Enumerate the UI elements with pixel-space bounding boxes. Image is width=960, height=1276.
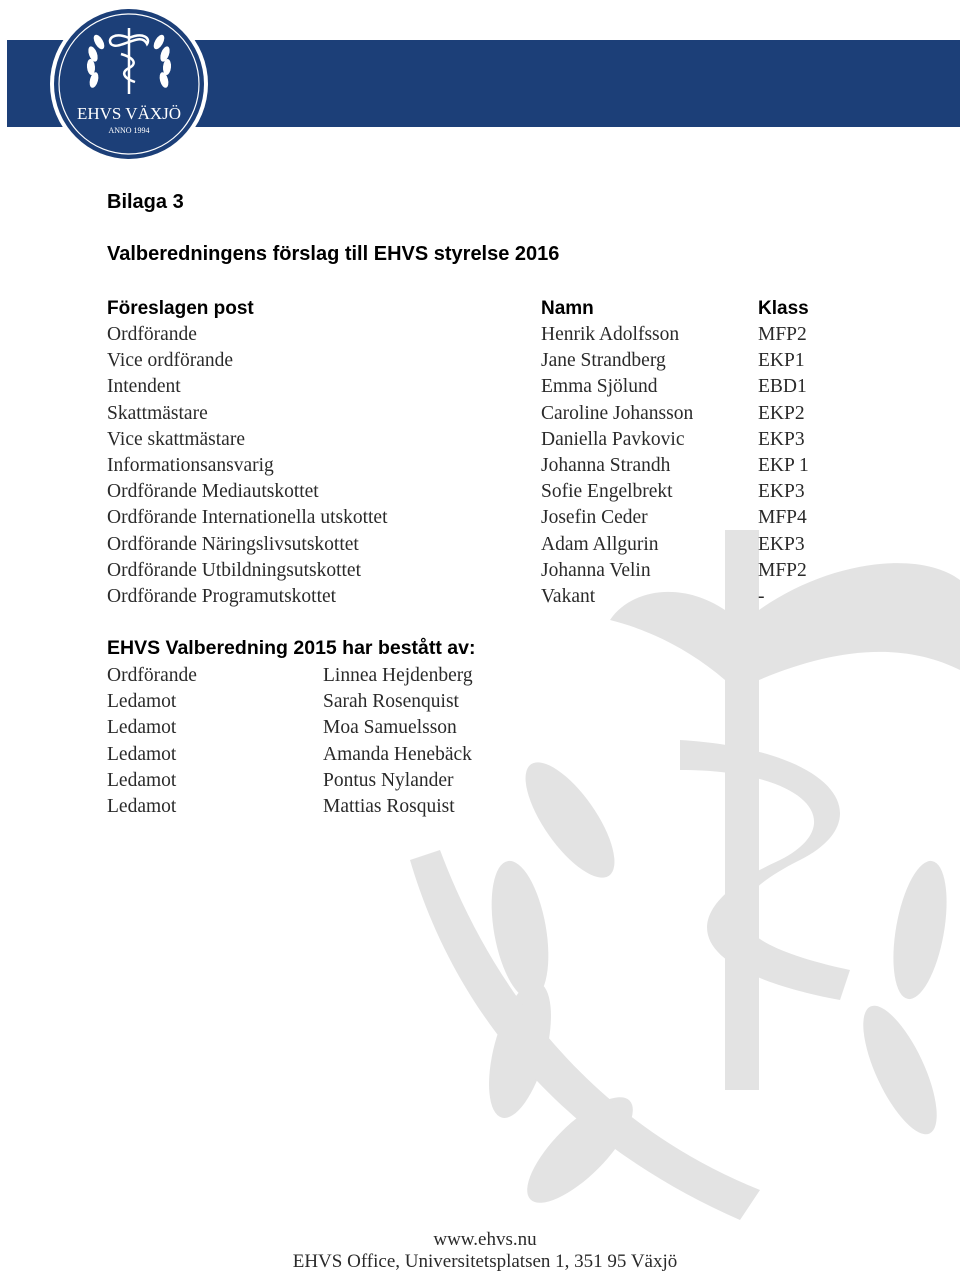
- row-post: Ordförande: [107, 324, 197, 345]
- row-name: Jane Strandberg: [541, 350, 666, 372]
- header-class: Klass: [758, 298, 809, 319]
- member-name: Mattias Rosquist: [323, 796, 455, 817]
- list-item: [107, 794, 607, 820]
- row-post: Ordförande Internationella utskottet: [107, 507, 388, 529]
- row-post: Vice skattmästare: [107, 428, 245, 450]
- row-post: Ordförande Mediautskottet: [107, 481, 319, 503]
- member-name: Linnea Hejdenberg: [323, 665, 473, 686]
- row-class: EKP3: [758, 428, 805, 450]
- member-role: Ordförande: [107, 665, 197, 686]
- member-role: Ledamot: [107, 691, 177, 713]
- row-name: Josefin Ceder: [541, 507, 648, 529]
- row-post: Informationsansvarig: [107, 455, 274, 476]
- row-class: MFP2: [758, 559, 807, 581]
- table-row: [107, 558, 927, 584]
- list-item: [107, 768, 607, 794]
- table-row: [107, 348, 927, 374]
- table-row: [107, 453, 927, 479]
- attachment-label: Bilaga 3: [107, 191, 184, 213]
- svg-text:EHVS VÄXJÖ: EHVS VÄXJÖ: [76, 104, 182, 123]
- member-role: Ledamot: [107, 769, 177, 791]
- row-class: MFP2: [758, 324, 807, 345]
- row-name: Vakant: [541, 586, 596, 607]
- header-post: Föreslagen post: [107, 298, 254, 319]
- row-name: Caroline Johansson: [541, 402, 694, 424]
- row-class: EKP 1: [758, 455, 809, 476]
- row-class: MFP4: [758, 507, 807, 529]
- member-role: Ledamot: [107, 743, 177, 765]
- table-row: [107, 505, 927, 531]
- row-post: Vice ordförande: [107, 350, 234, 372]
- table-row: [107, 584, 927, 610]
- row-class: EKP2: [758, 402, 805, 424]
- table-row: [107, 401, 927, 427]
- row-name: Adam Allgurin: [541, 533, 659, 555]
- member-role: Ledamot: [107, 717, 177, 739]
- committee-title: EHVS Valberedning 2015 har bestått av:: [107, 637, 476, 659]
- row-class: EBD1: [758, 376, 807, 398]
- row-name: Henrik Adolfsson: [541, 324, 680, 345]
- row-name: Johanna Velin: [541, 559, 651, 581]
- member-name: Moa Samuelsson: [323, 717, 457, 739]
- row-class: EKP1: [758, 350, 805, 372]
- member-role: Ledamot: [107, 796, 177, 817]
- footer-address: EHVS Office, Universitetsplatsen 1, 351 95 Växjö: [292, 1251, 678, 1272]
- member-name: Sarah Rosenquist: [323, 691, 459, 713]
- list-item: [107, 742, 607, 768]
- table-row: [107, 322, 927, 348]
- table-row: [107, 479, 927, 505]
- list-item: [107, 689, 607, 715]
- table-row: [107, 374, 927, 400]
- row-post: Ordförande Utbildningsutskottet: [107, 559, 362, 581]
- list-item: [107, 663, 607, 689]
- row-name: Daniella Pavkovic: [541, 428, 685, 450]
- member-name: Pontus Nylander: [323, 769, 454, 791]
- table-header-row: [107, 296, 927, 322]
- row-name: Emma Sjölund: [541, 376, 658, 398]
- row-name: Sofie Engelbrekt: [541, 481, 673, 503]
- table-row: [107, 532, 927, 558]
- row-class: EKP3: [758, 533, 805, 555]
- table-row: [107, 427, 927, 453]
- row-post: Ordförande Näringslivsutskottet: [107, 533, 359, 555]
- row-post: Ordförande Programutskottet: [107, 586, 337, 607]
- row-post: Skattmästare: [107, 402, 208, 424]
- row-name: Johanna Strandh: [541, 455, 671, 476]
- row-class: -: [758, 586, 765, 607]
- row-post: Intendent: [107, 376, 181, 398]
- ehvs-logo: [49, 2, 209, 166]
- page-title: Valberedningens förslag till EHVS styrelse 2016: [107, 243, 560, 265]
- svg-text:ANNO 1994: ANNO 1994: [108, 126, 150, 135]
- list-item: [107, 715, 607, 741]
- member-name: Amanda Henebäck: [323, 743, 472, 765]
- row-class: EKP3: [758, 481, 805, 503]
- footer-website: www.ehvs.nu: [433, 1229, 537, 1250]
- header-name: Namn: [541, 298, 594, 319]
